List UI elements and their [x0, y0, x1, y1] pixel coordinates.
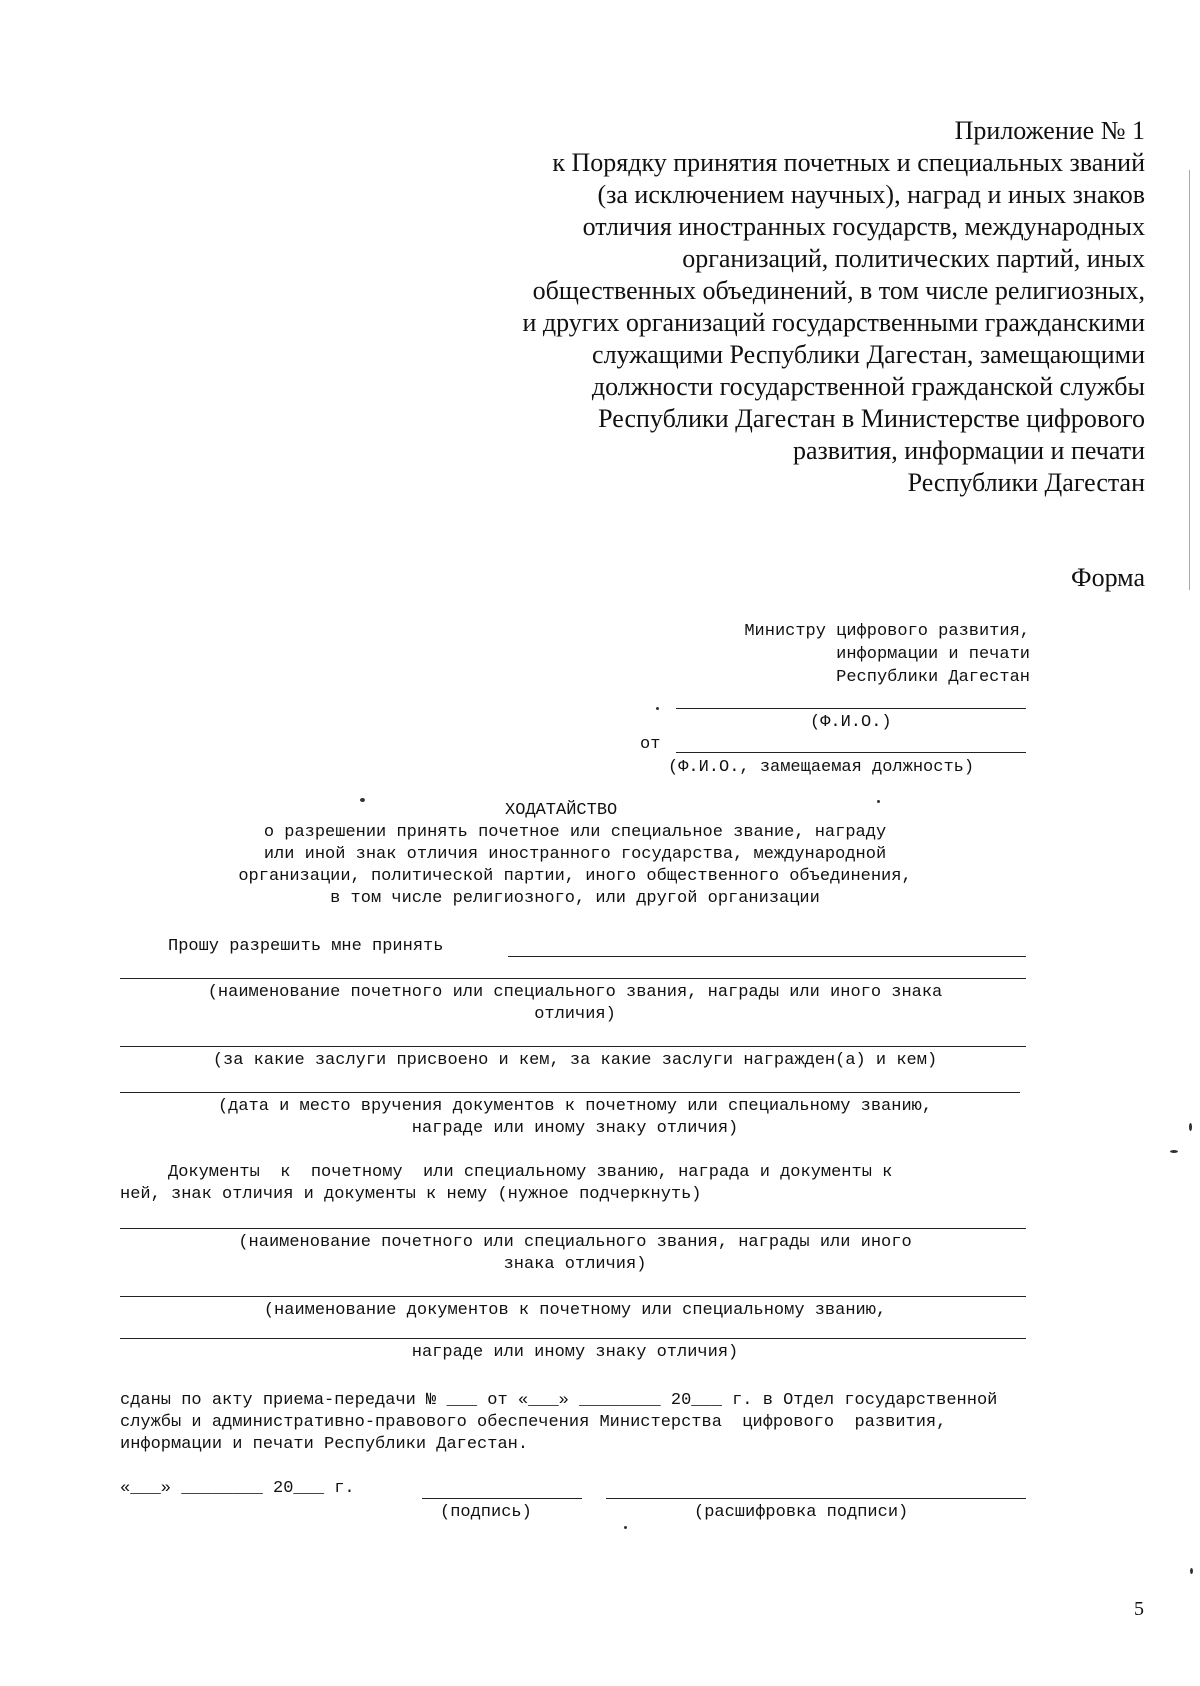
documents-text: Документы к почетному или специальному званию, награда и документы к — [168, 1163, 893, 1182]
from-caption: (Ф.И.О., замещаемая должность) — [668, 758, 975, 777]
merits-line — [120, 1046, 1026, 1047]
addressee-line: Республики Дагестан — [836, 668, 1030, 687]
decoding-line — [606, 1498, 1026, 1499]
petition-title: ХОДАТАЙСТВО — [505, 801, 618, 820]
award-caption — [120, 982, 1030, 1026]
docs-line — [120, 1296, 1026, 1297]
caption-line: (наименование почетного или специального звания, награды или иного — [238, 1233, 912, 1252]
addressee-line: Министру цифрового развития, — [744, 622, 1030, 641]
docs-caption-1 — [120, 1300, 1030, 1322]
scan-artifact — [624, 1526, 627, 1529]
caption-line: награде или иному знаку отличия) — [411, 1343, 739, 1362]
caption-line: награде или иному знаку отличия) — [411, 1119, 739, 1138]
appendix-line: служащими Республики Дагестан, замещающими — [592, 340, 1145, 369]
request-label: Прошу разрешить мне принять — [168, 937, 444, 956]
fio-caption: (Ф.И.О.) — [810, 713, 892, 732]
scan-artifact — [360, 798, 365, 802]
award-name-line — [508, 956, 1026, 957]
docs-line-2 — [120, 1338, 1026, 1339]
caption-line: отличия) — [534, 1005, 616, 1024]
appendix-line: и других организаций государственными гражданскими — [522, 308, 1145, 337]
appendix-line: Республики Дагестан — [907, 468, 1145, 497]
caption-line: (дата и место вручения документов к почетному или специальному званию, — [217, 1097, 933, 1116]
handover-text: сданы по акту приема-передачи № ___ от «___» ________ 20___ г. в Отдел государственной — [120, 1391, 998, 1410]
fio-line — [676, 708, 1026, 709]
scan-artifact — [1170, 1150, 1178, 1153]
scan-artifact — [1189, 1123, 1192, 1131]
caption-line: (наименование документов к почетному или специальному званию, — [263, 1301, 887, 1320]
petition-subtitle-line: о разрешении принять почетное или специальное звание, награду — [263, 823, 887, 842]
scan-artifact — [1189, 170, 1190, 590]
petition-subtitle-line: или иной знак отличия иностранного государства, международной — [263, 845, 887, 864]
appendix-line: организаций, политических партий, иных — [682, 244, 1145, 273]
date-place-line — [120, 1092, 1020, 1093]
documents-text: ней, знак отличия и документы к нему (нужное подчеркнуть) — [120, 1185, 702, 1204]
appendix-line: (за исключением научных), наград и иных знаков — [597, 180, 1145, 209]
appendix-line: отличия иностранных государств, международных — [582, 212, 1145, 241]
award2-line — [120, 1228, 1026, 1229]
appendix-line: общественных объединений, в том числе религиозных, — [532, 276, 1145, 305]
signature-caption: (подпись) — [440, 1503, 532, 1522]
docs-caption-2 — [120, 1342, 1030, 1364]
scan-artifact — [877, 800, 880, 803]
appendix-line: должности государственной гражданской службы — [591, 372, 1145, 401]
handover-text: службы и административно-правового обеспечения Министерства цифрового развития, — [120, 1413, 947, 1432]
addressee-block — [690, 620, 1030, 689]
from-label: от — [640, 735, 661, 754]
caption-line: (за какие заслуги присвоено и кем, за какие заслуги награжден(а) и кем) — [212, 1051, 938, 1070]
date-line: «___» ________ 20___ г. — [120, 1479, 355, 1498]
petition-subtitle — [120, 822, 1030, 910]
handover-text: информации и печати Республики Дагестан. — [120, 1435, 529, 1454]
merits-caption — [120, 1050, 1030, 1072]
addressee-line: информации и печати — [836, 645, 1030, 664]
petition-subtitle-line: в том числе религиозного, или другой организации — [330, 889, 820, 908]
form-label: Форма — [1071, 563, 1145, 592]
petition-subtitle-line: организации, политической партии, иного общественного объединения, — [238, 867, 912, 886]
decoding-caption: (расшифровка подписи) — [694, 1503, 909, 1522]
date-place-caption — [120, 1096, 1030, 1140]
award2-caption — [120, 1232, 1030, 1276]
page-number: 5 — [1134, 1598, 1144, 1620]
appendix-header — [405, 115, 1145, 499]
appendix-line: Приложение № 1 — [954, 116, 1145, 145]
appendix-line: к Порядку принятия почетных и специальных званий — [552, 148, 1145, 177]
signature-line — [422, 1498, 582, 1499]
appendix-line: Республики Дагестан в Министерстве цифрового — [598, 404, 1145, 433]
caption-line: (наименование почетного или специального звания, награды или иного знака — [207, 983, 943, 1002]
scan-artifact — [1190, 1568, 1193, 1574]
scan-artifact — [656, 707, 659, 710]
award-name-line-2 — [120, 978, 1026, 979]
caption-line: знака отличия) — [503, 1255, 647, 1274]
from-line — [676, 752, 1026, 753]
appendix-line: развития, информации и печати — [792, 436, 1145, 465]
